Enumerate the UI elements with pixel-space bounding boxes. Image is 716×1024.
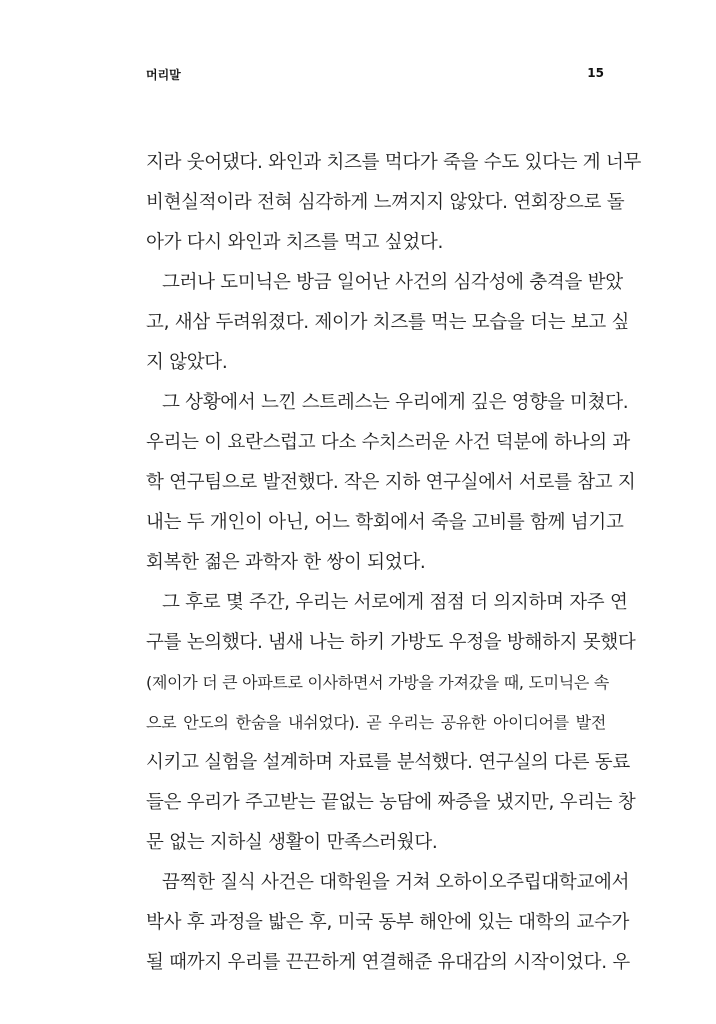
text-line: (제이가 더 큰 아파트로 이사하면서 가방을 가져갔을 때, 도미닉은 속 (146, 673, 610, 692)
text-line: 들은 우리가 주고받는 끝없는 농담에 짜증을 냈지만, 우리는 창 (146, 792, 636, 813)
text-line: 학 연구팀으로 발전했다. 작은 지하 연구실에서 서로를 참고 지 (146, 472, 636, 493)
text-line: 구를 논의했다. 냄새 나는 하키 가방도 우정을 방해하지 못했다 (146, 632, 636, 653)
text-line: 지 않았다. (146, 352, 228, 373)
text-line: 시키고 실험을 설계하며 자료를 분석했다. 연구실의 다른 동료 (146, 752, 630, 773)
text-line: 회복한 젊은 과학자 한 쌍이 되었다. (146, 552, 426, 573)
text-line: 고, 새삼 두려워졌다. 제이가 치즈를 먹는 모습을 더는 보고 싶 (146, 312, 630, 333)
running-header-title: 머리말 (146, 68, 181, 82)
text-line: 내는 두 개인이 아닌, 어느 학회에서 죽을 고비를 함께 넘기고 (146, 512, 624, 533)
text-line: 우리는 이 요란스럽고 다소 수치스러운 사건 덕분에 하나의 과 (146, 432, 630, 453)
text-line: 그 상황에서 느낀 스트레스는 우리에게 깊은 영향을 미쳤다. (162, 392, 629, 413)
text-line: 그 후로 몇 주간, 우리는 서로에게 점점 더 의지하며 자주 연 (162, 592, 628, 613)
text-line: 아가 다시 와인과 치즈를 먹고 싶었다. (146, 232, 444, 253)
page-number: 15 (587, 66, 604, 80)
text-line: 으로 안도의 한숨을 내쉬었다). 곧 우리는 공유한 아이디어를 발전 (146, 713, 606, 732)
text-line: 비현실적이라 전혀 심각하게 느껴지지 않았다. 연회장으로 돌 (146, 192, 625, 213)
body-text (146, 143, 642, 983)
text-line: 그러나 도미닉은 방금 일어난 사건의 심각성에 충격을 받았 (162, 272, 623, 293)
text-line: 될 때까지 우리를 끈끈하게 연결해준 유대감의 시작이었다. 우 (146, 952, 630, 973)
text-line: 문 없는 지하실 생활이 만족스러웠다. (146, 832, 438, 853)
text-line: 지라 웃어댔다. 와인과 치즈를 먹다가 죽을 수도 있다는 게 너무 (146, 152, 642, 173)
text-line: 끔찍한 질식 사건은 대학원을 거쳐 오하이오주립대학교에서 (162, 872, 630, 893)
text-line: 박사 후 과정을 밟은 후, 미국 동부 해안에 있는 대학의 교수가 (146, 912, 630, 933)
